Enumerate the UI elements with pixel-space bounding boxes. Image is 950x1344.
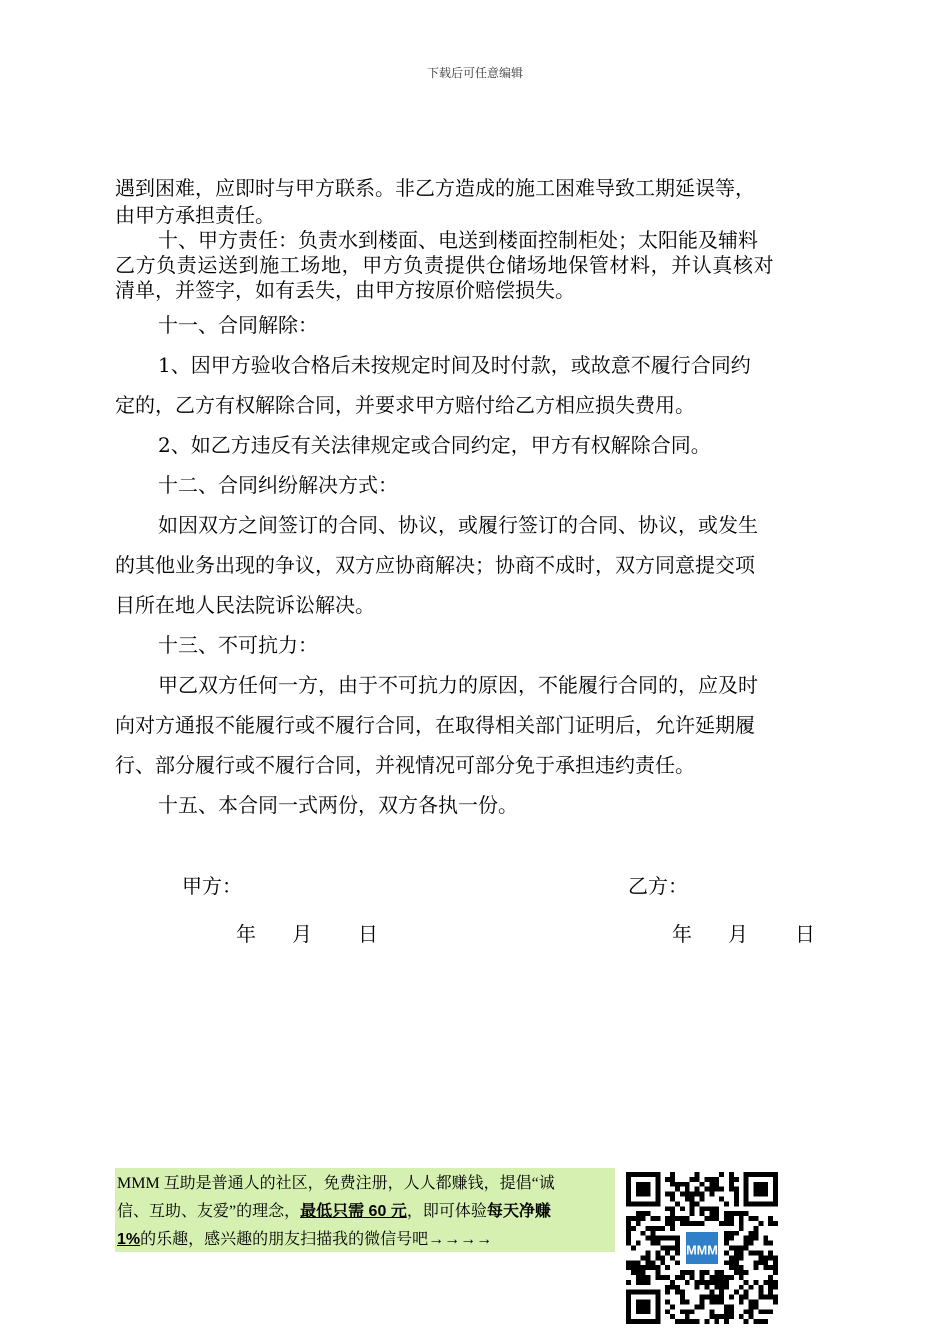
ad-line-3 — [117, 1226, 613, 1252]
party-b-label: 乙方： — [628, 874, 688, 898]
ad-text-3: ，即可体验 — [406, 1203, 487, 1220]
ad-line-2 — [117, 1198, 613, 1226]
ad-percent: 1% — [117, 1231, 141, 1248]
section-12-heading: 十二、合同纠纷解决方式： — [158, 473, 398, 497]
body-line-4: 乙方负责运送到施工场地，甲方负责提供仓储场地保管材料，并认真核对 — [115, 253, 775, 277]
qr-code-icon[interactable] — [626, 1172, 778, 1324]
body-line-13: 目所在地人民法院诉讼解决。 — [115, 593, 375, 617]
party-a-month: 月 — [292, 922, 312, 946]
ad-text-4: 的乐趣，感兴趣的朋友扫描我的微信号吧→→→→ — [140, 1231, 493, 1248]
body-line-8: 定的，乙方有权解除合同，并要求甲方赔付给乙方相应损失费用。 — [115, 393, 695, 417]
body-line-5: 清单，并签字，如有丢失，由甲方按原价赔偿损失。 — [115, 278, 575, 302]
ad-text-2: 信、互助、友爱”的理念， — [117, 1203, 301, 1220]
body-line-7: 1、因甲方验收合格后未按规定时间及时付款，或故意不履行合同约 — [158, 353, 751, 377]
body-line-1: 遇到困难，应即时与甲方联系。非乙方造成的施工困难导致工期延误等， — [115, 176, 755, 200]
ad-text-1: MMM 互助是普通人的社区，免费注册，人人都赚钱，提倡“诚 — [117, 1175, 555, 1192]
body-line-17: 行、部分履行或不履行合同，并视情况可部分免于承担违约责任。 — [115, 753, 695, 777]
ad-price: 最低只需 60 元 — [300, 1203, 407, 1220]
ad-line-1 — [117, 1170, 613, 1198]
party-b-year: 年 — [672, 922, 692, 946]
party-a-label: 甲方： — [182, 874, 242, 898]
qr-logo-text: MMM — [686, 1242, 718, 1258]
ad-banner — [115, 1168, 615, 1252]
body-line-15: 甲乙双方任何一方，由于不可抗力的原因，不能履行合同的，应及时 — [158, 673, 758, 697]
section-13-heading: 十三、不可抗力： — [158, 633, 318, 657]
page-header: 下载后可任意编辑 — [426, 66, 523, 80]
body-line-2: 由甲方承担责任。 — [115, 203, 275, 227]
section-11-heading: 十一、合同解除： — [158, 313, 318, 337]
body-line-9: 2、如乙方违反有关法律规定或合同约定，甲方有权解除合同。 — [158, 433, 711, 457]
body-line-11: 如因双方之间签订的合同、协议，或履行签订的合同、协议，或发生 — [158, 513, 758, 537]
body-line-12: 的其他业务出现的争议，双方应协商解决；协商不成时，双方同意提交项 — [115, 553, 755, 577]
ad-daily-gain: 每天净赚 — [486, 1203, 551, 1220]
party-a-day: 日 — [358, 922, 378, 946]
party-b-month: 月 — [728, 922, 748, 946]
party-b-day: 日 — [795, 922, 815, 946]
party-a-year: 年 — [236, 922, 256, 946]
body-line-3: 十、甲方责任：负责水到楼面、电送到楼面控制柜处；太阳能及辅料 — [158, 228, 758, 252]
section-15-heading: 十五、本合同一式两份，双方各执一份。 — [158, 793, 518, 817]
body-line-16: 向对方通报不能履行或不履行合同，在取得相关部门证明后，允许延期履 — [115, 713, 755, 737]
